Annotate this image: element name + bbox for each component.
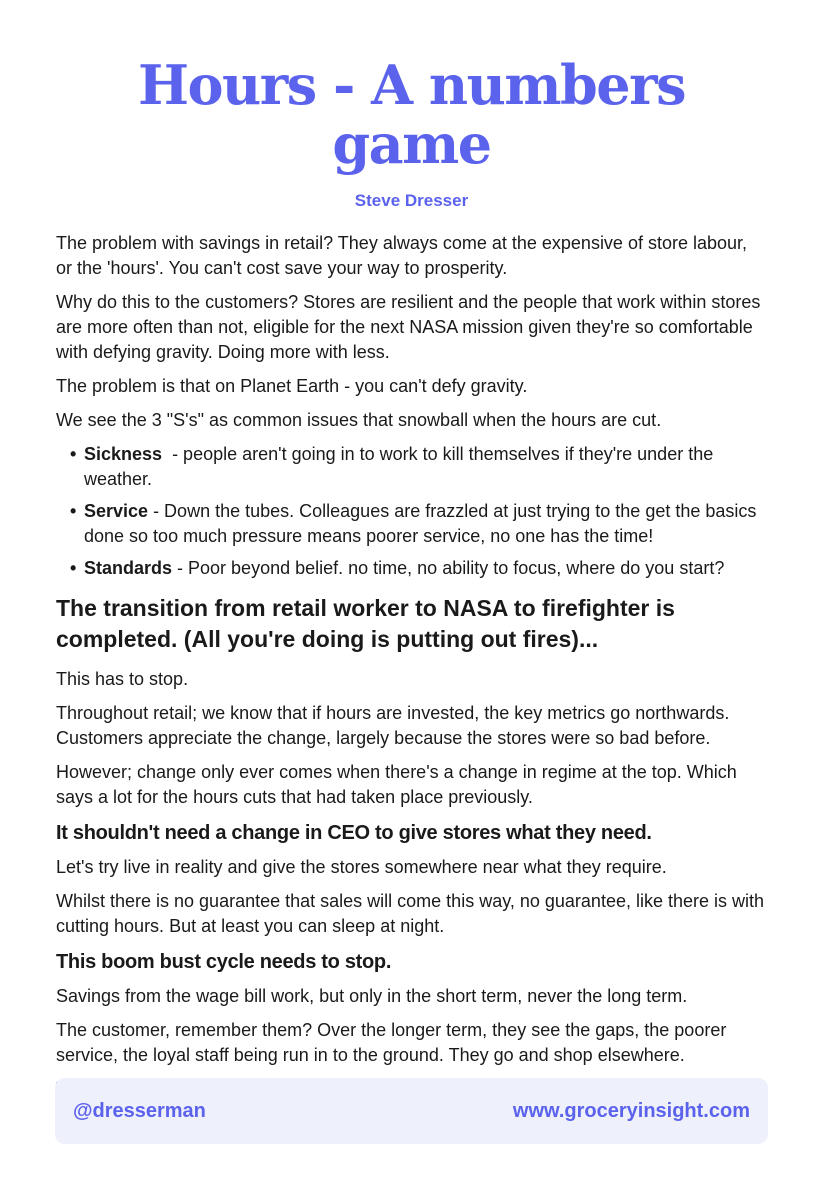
list-item — [68, 556, 767, 581]
website-link: www.groceryinsight.com — [512, 1099, 750, 1122]
paragraph: However; change only ever comes when there's a change in regime at the top. Which says a lot for the hours cuts that had taken place previously. — [56, 761, 737, 807]
twitter-handle: @dresserman — [73, 1099, 206, 1122]
list-item-text: - Poor beyond belief. no time, no ability to focus, where do you start? — [172, 557, 725, 578]
paragraph: The customer, remember them? Over the longer term, they see the gaps, the poorer service, the loyal staff being run in to the ground. They go and shop elsewhere. — [56, 1019, 727, 1065]
paragraph: Let's try live in reality and give the stores somewhere near what they require. — [56, 856, 667, 877]
list-item-text: - people aren't going in to work to kill themselves if they're under the weather. — [84, 443, 719, 489]
paragraph: This has to stop. — [56, 668, 189, 689]
bullet-marker: • — [70, 557, 77, 578]
footer-bar — [55, 1078, 768, 1144]
bullet-marker: • — [70, 443, 77, 464]
list-item — [68, 442, 767, 492]
three-s-list — [56, 442, 767, 581]
list-item-text: - Down the tubes. Colleagues are frazzled at just trying to the get the basics done so too much pressure means poorer service, no one has the time! — [84, 500, 762, 546]
section-subheading: It shouldn't need a change in CEO to give stores what they need. — [56, 821, 652, 844]
bullet-marker: • — [70, 500, 77, 521]
paragraph: The problem is that on Planet Earth - you can't defy gravity. — [56, 375, 528, 396]
paragraph: We see the 3 "S's" as common issues that snowball when the hours are cut. — [56, 409, 662, 430]
list-item — [68, 499, 767, 549]
article-title: Hours - A numbers game — [138, 53, 685, 177]
list-item-term: Service — [84, 500, 149, 521]
section-heading: The transition from retail worker to NASA to firefighter is completed. (All you're doing is putting out fires)... — [56, 594, 675, 652]
author-name: Steve Dresser — [354, 190, 469, 210]
paragraph: Throughout retail; we know that if hours are invested, the key metrics go northwards. Customers appreciate the change, largely because the stores were so bad before. — [56, 702, 730, 748]
list-item-term: Sickness — [84, 443, 163, 464]
paragraph: The problem with savings in retail? They always come at the expensive of store labour, or the 'hours'. You can't cost save your way to prosperity. — [56, 232, 748, 278]
paragraph: Why do this to the customers? Stores are resilient and the people that work within stores are more often than not, eligible for the next NASA mission given they're so comfortable with defying gravity. Doing more with less. — [56, 291, 761, 362]
list-item-term: Standards — [84, 557, 173, 578]
section-subheading: This boom bust cycle needs to stop. — [56, 950, 392, 973]
paragraph: Savings from the wage bill work, but only in the short term, never the long term. — [56, 985, 688, 1006]
paragraph: Whilst there is no guarantee that sales will come this way, no guarantee, like there is with cutting hours. But at least you can sleep at night. — [56, 890, 765, 936]
